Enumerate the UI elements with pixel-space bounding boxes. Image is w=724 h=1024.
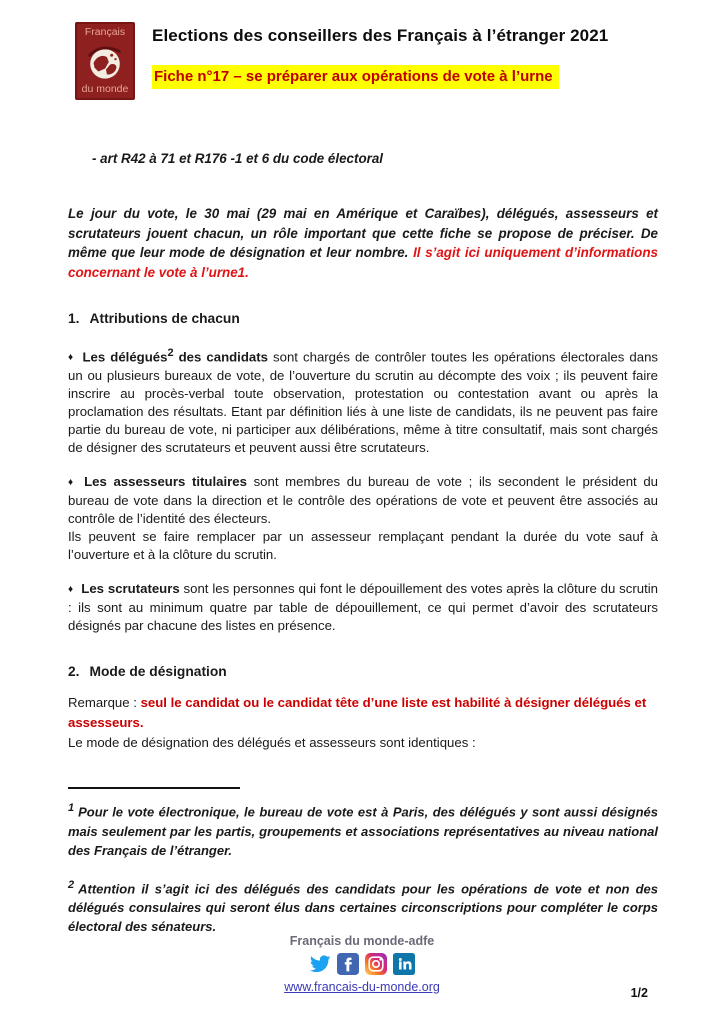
section-1-number: 1. [68, 311, 80, 326]
bullet-delegues [68, 344, 658, 457]
bullet-scrutateurs [68, 580, 658, 635]
diamond-bullet-icon: ♦ [68, 584, 74, 596]
designation-mode-line: Le mode de désignation des délégués et assesseurs sont identiques : [68, 735, 476, 751]
remark-paragraph [68, 693, 658, 753]
website-link[interactable]: www.francais-du-monde.org [284, 980, 440, 994]
facebook-icon[interactable] [337, 953, 359, 975]
footnote-separator [68, 787, 240, 789]
diamond-bullet-icon: ♦ [68, 477, 77, 489]
social-icons-row [0, 953, 724, 975]
remark-label: Remarque : [68, 695, 141, 711]
bullet-assesseurs-text2: Ils peuvent se faire remplacer par un assesseur remplaçant pendant la durée du vote sauf à l’ouverture et à la clôture du scrutin. [68, 529, 658, 563]
intro-text: Le jour du vote, le 30 mai (29 mai en Amérique et Caraïbes), délégués, assesseurs et scrutateurs jouent chacun, un rôle important que cette fiche se propose de préciser. De même que leur mode de désignation et leur nombre. [68, 206, 658, 260]
document-body [0, 150, 724, 936]
page-header [0, 0, 724, 100]
legal-reference-line: - art R42 à 71 et R176 -1 et 6 du code électoral [92, 151, 383, 166]
footnote-2 [68, 876, 658, 936]
twitter-icon[interactable] [309, 953, 331, 975]
globe-icon [84, 40, 126, 82]
section-1-title: Attributions de chacun [89, 311, 240, 326]
intro-paragraph [68, 204, 658, 282]
linkedin-icon[interactable] [393, 953, 415, 975]
footnote-1-number: 1 [68, 802, 75, 815]
bullet-assesseurs-lead: Les assesseurs titulaires [84, 474, 254, 490]
footnote-1-text: Pour le vote électronique, le bureau de vote est à Paris, des délégués y sont aussi désignés mais seulement par les partis, groupements et associations représentatives au niveau national des Français de l’étranger. [68, 804, 658, 858]
bullet-delegues-lead2: des candidats [173, 349, 274, 365]
footnote-1 [68, 799, 658, 859]
section-2-title: Mode de désignation [89, 664, 227, 680]
bullet-assesseurs-text: sont membres du bureau de vote ; ils secondent le président du bureau de vote dans la direction et le contrôle des opérations de vote et peuvent être associés au contrôle de l’identité des électeurs. [68, 474, 659, 527]
document-title: Elections des conseillers des Français à l’étranger 2021 [152, 26, 609, 45]
diamond-bullet-icon: ♦ [68, 352, 75, 364]
footnote-ref-2: 2 [167, 347, 174, 359]
page-number: 1/2 [630, 986, 648, 1000]
header-titles [152, 22, 608, 89]
instagram-icon[interactable] [365, 953, 387, 975]
section-2-number: 2. [68, 664, 80, 680]
bullet-assesseurs [68, 473, 658, 564]
logo-text-bottom: du monde [81, 83, 129, 95]
logo-text-top: Français [84, 26, 126, 38]
bullet-scrutateurs-lead: Les scrutateurs [81, 581, 184, 597]
bullet-delegues-text: sont chargés de contrôler toutes les opérations électorales dans un ou plusieurs bureaux de vote, de l’ouverture du scrutin au décompte des voix ; ils peuvent faire inscrire au procès-verbal toute observation, protestation ou contestation avant ou après la proclamation des résultats. Etant par définition liés à une liste de candidats, ils ne peuvent pas faire partie du bureau de vote, ni participer aux délibérations, même à titre consultatif, mais sont chargés de désigner des scrutateurs et peuvent aussi être scrutateurs. [68, 349, 659, 456]
intro-red-sentence: Il s’agit ici uniquement d’informations concernant le vote à l’urne1. [68, 245, 658, 280]
page-footer [0, 934, 724, 994]
footnote-2-number: 2 [68, 878, 75, 891]
section-1-heading [68, 310, 658, 328]
footer-org-name: Français du monde-adfe [289, 934, 435, 948]
francais-du-monde-logo [75, 22, 135, 100]
bullet-scrutateurs-text: sont les personnes qui font le dépouillement des votes après la clôture du scrutin : ils sont au minimum quatre par table de dépouillement, ce qui permet d’avoir des scrutateurs désignés par chacune des listes en présence. [68, 581, 658, 634]
remark-red-text: seul le candidat ou le candidat tête d’une liste est habilité à désigner délégués et assesseurs. [68, 695, 647, 731]
footer-link-wrap [0, 980, 724, 994]
bullet-delegues-lead: Les délégués [82, 349, 168, 365]
footnote-2-text: Attention il s’agit ici des délégués des candidats pour les opérations de vote et non des délégués consulaires qui seront élus dans certaines circonscriptions pour compléter le corps électoral des sénateurs. [68, 881, 658, 935]
section-2-heading [68, 663, 658, 681]
document-subtitle-highlighted: Fiche n°17 – se préparer aux opérations de vote à l’urne [152, 65, 559, 89]
